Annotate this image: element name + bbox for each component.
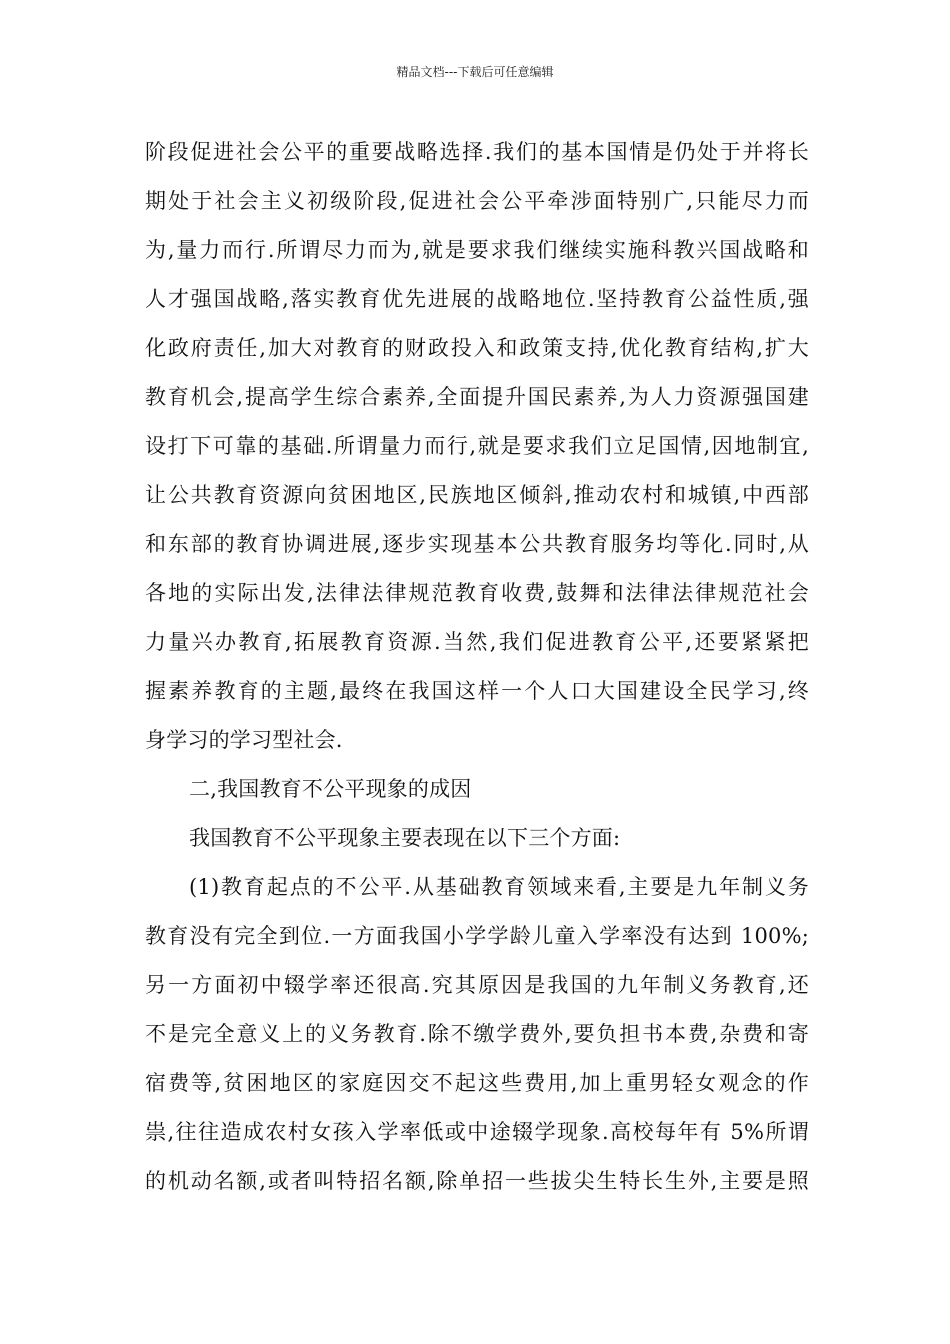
- text-line: 教育没有完全到位.一方面我国小学学龄儿童入学率没有达到 100%;: [145, 924, 809, 948]
- text-line: 让公共教育资源向贫困地区,民族地区倾斜,推动农村和城镇,中西部: [145, 483, 809, 507]
- page-header: 精品文档---下载后可任意编辑: [396, 65, 554, 79]
- text-line: 人才强国战略,落实教育优先进展的战略地位.坚持教育公益性质,强: [145, 287, 809, 311]
- text-line: 阶段促进社会公平的重要战略选择.我们的基本国情是仍处于并将长: [145, 140, 809, 164]
- text-line: 各地的实际出发,法律法律规范教育收费,鼓舞和法律法律规范社会: [145, 581, 809, 605]
- text-line: 为,量力而行.所谓尽力而为,就是要求我们继续实施科教兴国战略和: [145, 238, 809, 262]
- text-line: 不是完全意义上的义务教育.除不缴学费外,要负担书本费,杂费和寄: [145, 1022, 809, 1046]
- text-line: 另一方面初中辍学率还很高.究其原因是我国的九年制义务教育,还: [145, 973, 809, 997]
- section-heading: [145, 765, 809, 814]
- text-line: 握素养教育的主题,最终在我国这样一个人口大国建设全民学习,终: [145, 679, 809, 703]
- paragraph: [145, 863, 809, 1206]
- text-line: 力量兴办教育,拓展教育资源.当然,我们促进教育公平,还要紧紧把: [145, 630, 809, 654]
- paragraph: [145, 128, 809, 765]
- text-line: 祟,往往造成农村女孩入学率低或中途辍学现象.高校每年有 5%所谓: [145, 1120, 809, 1144]
- text-line: 宿费等,贫困地区的家庭因交不起这些费用,加上重男轻女观念的作: [145, 1071, 809, 1095]
- body-text: [145, 128, 809, 1206]
- text-line: 我国教育不公平现象主要表现在以下三个方面:: [189, 826, 621, 850]
- text-line: 教育机会,提高学生综合素养,全面提升国民素养,为人力资源强国建: [145, 385, 809, 409]
- text-line: 身学习的学习型社会.: [145, 728, 343, 752]
- text-line: 和东部的教育协调进展,逐步实现基本公共教育服务均等化.同时,从: [145, 532, 809, 556]
- text-line: 期处于社会主义初级阶段,促进社会公平牵涉面特别广,只能尽力而: [145, 189, 809, 213]
- text-line: 的机动名额,或者叫特招名额,除单招一些拔尖生特长生外,主要是照: [145, 1169, 809, 1193]
- text-line: 化政府责任,加大对教育的财政投入和政策支持,优化教育结构,扩大: [145, 336, 809, 360]
- text-line: (1)教育起点的不公平.从基础教育领域来看,主要是九年制义务: [189, 875, 809, 899]
- text-line: 设打下可靠的基础.所谓量力而行,就是要求我们立足国情,因地制宜,: [145, 434, 809, 458]
- paragraph: [145, 814, 809, 863]
- text-line: 二,我国教育不公平现象的成因: [189, 777, 472, 801]
